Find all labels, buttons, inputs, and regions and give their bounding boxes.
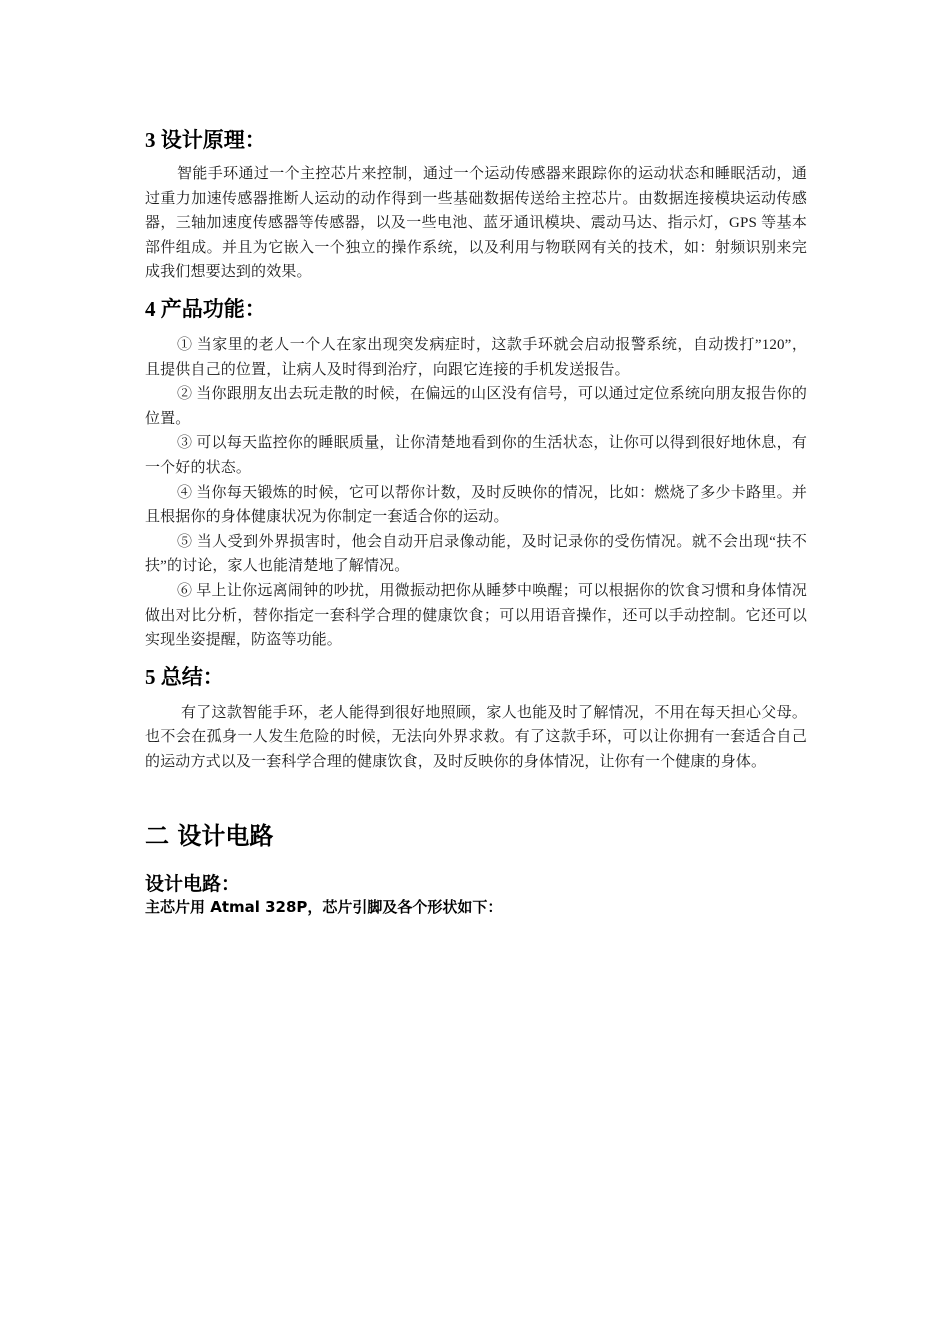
feature-list [145, 333, 807, 653]
feature-item: ⑥ 早上让你远离闹钟的吵扰，用微振动把你从睡梦中唤醒；可以根据你的饮食习惯和身体情况做出对比分析，替你指定一套科学合理的健康饮食；可以用语音操作，还可以手动控制。它还可以实现坐姿提醒，防盗等功能。 [145, 582, 807, 649]
section-heading-product-features: 4 产品功能： [145, 296, 266, 321]
feature-item: ③ 可以每天监控你的睡眠质量，让你清楚地看到你的生活状态，让你可以得到很好地休息，有一个好的状态。 [145, 435, 807, 476]
section-heading-summary: 5 总结： [145, 664, 224, 689]
page-content [145, 126, 807, 918]
subheading-design-circuit: 设计电路： [145, 873, 241, 896]
design-principle-paragraph: 智能手环通过一个主控芯片来控制，通过一个运动传感器来跟踪你的运动状态和睡眠活动，通过重力加速传感器推断人运动的动作得到一些基础数据传送给主控芯片。由数据连接模块运动传感器，三轴加速度传感器等传感器，以及一些电池、蓝牙通讯模块、震动马达、指示灯，GPS 等基本部件组成。并且为它嵌入一个独立的操作系统，以及利用与物联网有关的技术，如：射频识别来完成我们想要达到的效果。 [145, 166, 807, 281]
main-chip-description: 主芯片用 Atmal 328P，芯片引脚及各个形状如下： [145, 898, 503, 917]
chapter-title-design-circuit: 二 设计电路 [145, 822, 274, 851]
section-heading-design-principle: 3 设计原理： [145, 128, 266, 152]
feature-item: ⑤ 当人受到外界损害时，他会自动开启录像动能，及时记录你的受伤情况。就不会出现“扶不扶”的讨论，家人也能清楚地了解情况。 [145, 533, 807, 575]
feature-item: ④ 当你每天锻炼的时候，它可以帮你计数，及时反映你的情况，比如：燃烧了多少卡路里。并且根据你的身体健康状况为你制定一套适合你的运动。 [145, 484, 807, 526]
feature-item: ① 当家里的老人一个人在家出现突发病症时，这款手环就会启动报警系统，自动拨打”120”，且提供自己的位置，让病人及时得到治疗，向跟它连接的手机发送报告。 [145, 336, 807, 378]
feature-item: ② 当你跟朋友出去玩走散的时候，在偏远的山区没有信号，可以通过定位系统向朋友报告你的位置。 [145, 386, 807, 427]
summary-paragraph: 有了这款智能手环，老人能得到很好地照顾，家人也能及时了解情况，不用在每天担心父母。也不会在孤身一人发生危险的时候，无法向外界求救。有了这款手环，可以让你拥有一套适合自己的运动方式以及一套科学合理的健康饮食，及时反映你的身体情况，让你有一个健康的身体。 [145, 704, 807, 770]
